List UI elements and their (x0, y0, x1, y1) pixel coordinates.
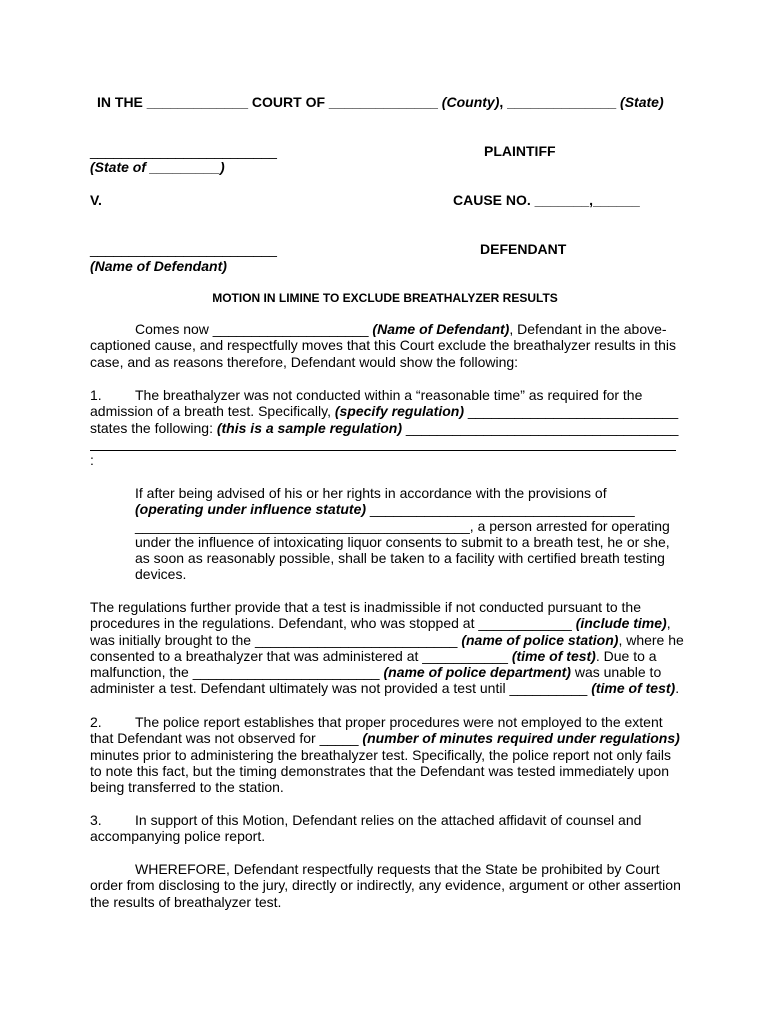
intro-paragraph (90, 321, 680, 370)
intro-line-2: captioned cause, and respectfully moves that this Court exclude the breathalyzer results in this (90, 337, 676, 354)
paragraph-2-line-2: that Defendant was not observed for _____ (number of minutes required under regulations) (90, 730, 680, 747)
paragraph-2-line-3: minutes prior to administering the breathalyzer test. Specifically, the police report not only fails (90, 746, 672, 763)
paragraph-2 (90, 714, 680, 795)
intro-line-1: Comes now ____________________ (Name of Defendant), Defendant in the above- (135, 321, 667, 337)
minutes-required-placeholder: (number of minutes required under regulations) (362, 730, 680, 747)
state-blank: ______________ (507, 94, 617, 110)
regs-line-3: was initially brought to the __________________________ (name of police station), where he (90, 631, 684, 648)
document-title: MOTION IN LIMINE TO EXCLUDE BREATHALYZER RESULTS (212, 291, 558, 305)
wherefore-line-3: the results of breathalyzer test. (90, 893, 282, 910)
regulation-colon: : (90, 452, 94, 468)
caption-comma: , (499, 94, 508, 110)
intro-line-3: case, and as reasons therefore, Defendant would show the following: (90, 353, 519, 370)
paragraph-3-line-2: accompanying police report. (90, 828, 266, 845)
plaintiff-blank: ________________________ (90, 143, 277, 159)
defendant-blank: ________________________ (90, 241, 277, 257)
in-the-label: IN THE (97, 94, 147, 110)
court-caption-line (97, 94, 664, 110)
regs-line-2: procedures in the regulations. Defendant, who was stopped at ____________ (include time), (90, 615, 671, 632)
regs-line-1: The regulations further provide that a test is inadmissible if not conducted pursuant to the (90, 599, 641, 615)
regs-line-4: consented to a breathalyzer that was administered at ___________ (time of test). Due to a (90, 647, 657, 664)
time-of-test-placeholder: (time of test) (511, 647, 596, 664)
quote-line-3: ___________________________________________, a person arrested for operating (135, 517, 670, 534)
versus-label: V. (90, 192, 102, 208)
quote-line-2: (operating under influence statute) __________________________________ (135, 501, 635, 518)
paragraph-number-1: 1. (90, 387, 102, 403)
paragraph-1-line-3: states the following: (this is a sample regulation) ___________________________________ (90, 419, 679, 436)
paragraph-1 (90, 387, 680, 436)
defendant-label: DEFENDANT (480, 241, 567, 257)
police-department-placeholder: (name of police department) (383, 664, 571, 681)
paragraph-3-line-1: 3. In support of this Motion, Defendant relies on the attached affidavit of counsel and (90, 812, 642, 828)
defendant-name-label: (Name of Defendant) (90, 258, 227, 274)
regs-line-6: administer a test. Defendant ultimately was not provided a test until __________ (time of test). (90, 680, 680, 697)
county-blank: ______________ (328, 94, 438, 110)
quote-line-5: as soon as reasonably possible, shall be taken to a facility with certified breath testing (135, 550, 665, 567)
court-of-label: COURT OF (248, 94, 329, 110)
paragraph-1-line-1: 1. The breathalyzer was not conducted within a “reasonable time” as required for the (90, 387, 643, 403)
wherefore-paragraph (90, 861, 680, 910)
include-time-placeholder: (include time) (575, 615, 667, 632)
paragraph-2-line-4: to note this fact, but the timing demonstrates that the Defendant was tested immediately upon (90, 762, 669, 779)
state-label: (State) (616, 94, 664, 110)
plaintiff-label: PLAINTIFF (484, 143, 556, 159)
regs-line-5: malfunction, the ________________________ (name of police department) was unable to (90, 664, 662, 681)
wherefore-line-1: WHEREFORE, Defendant respectfully requests that the State be prohibited by Court (135, 861, 660, 877)
specify-regulation-placeholder: (specify regulation) (334, 403, 464, 420)
paragraph-2-line-5: being transferred to the station. (90, 779, 284, 796)
time-of-test-placeholder-2: (time of test) (591, 680, 676, 697)
name-of-defendant-placeholder: (Name of Defendant) (372, 321, 510, 337)
paragraph-number-2: 2. (90, 714, 102, 730)
police-station-placeholder: (name of police station) (461, 631, 619, 648)
regulation-text-rule (90, 450, 676, 451)
quote-line-1: If after being advised of his or her rights in accordance with the provisions of (135, 485, 607, 501)
quote-line-4: under the influence of intoxicating liquor consents to submit to a breath test, he or she, (135, 533, 670, 550)
regulations-paragraph (90, 599, 684, 697)
court-name-blank: _____________ (146, 94, 249, 110)
sample-regulation-placeholder: (this is a sample regulation) (216, 419, 403, 436)
wherefore-line-2: order from disclosing to the jury, directly or indirectly, any evidence, argument or other assertion (90, 877, 681, 894)
statute-placeholder: (operating under influence statute) (135, 501, 367, 518)
paragraph-3 (90, 812, 680, 845)
state-of-label: (State of _________) (90, 159, 225, 175)
quote-line-6: devices. (135, 566, 187, 583)
paragraph-2-line-1: 2. The police report establishes that proper procedures were not employed to the extent (90, 714, 663, 730)
quoted-regulation (135, 485, 680, 583)
paragraph-1-line-2: admission of a breath test. Specifically, (specify regulation) ___________________________ (90, 403, 679, 420)
county-label: (County) (437, 94, 500, 110)
cause-number: CAUSE NO. _______,______ (453, 192, 640, 208)
paragraph-number-3: 3. (90, 812, 102, 828)
